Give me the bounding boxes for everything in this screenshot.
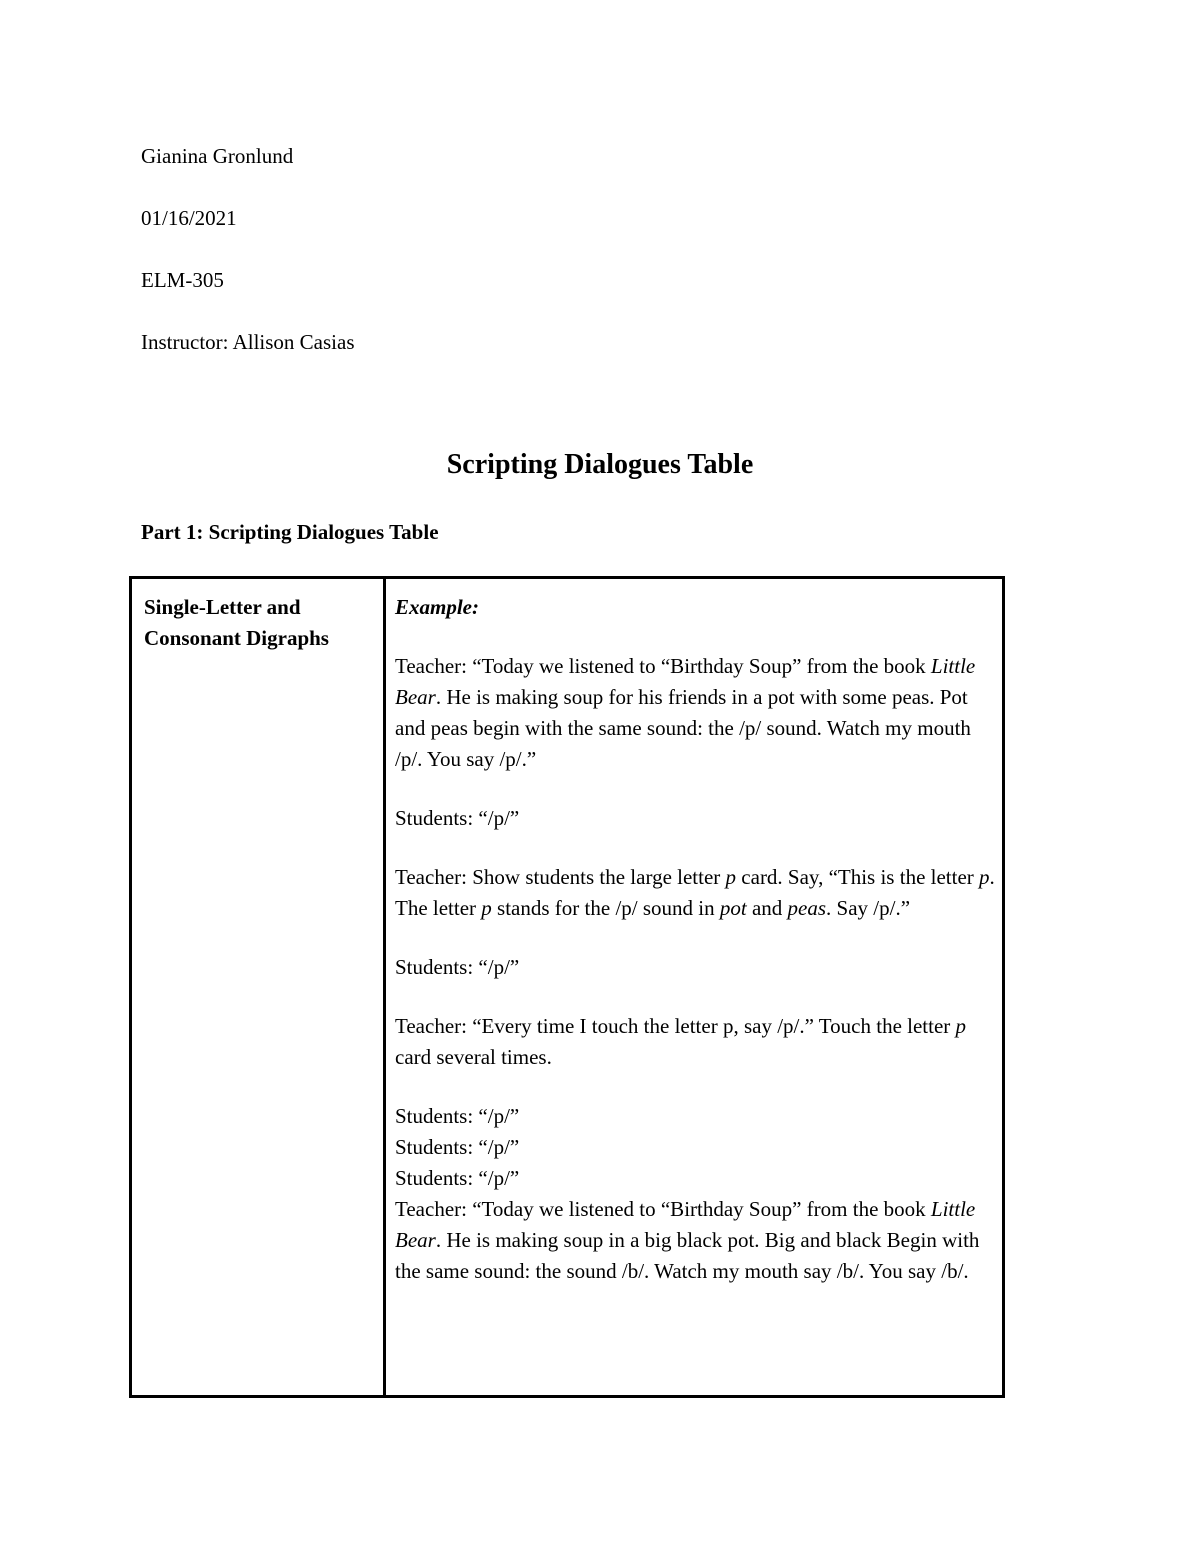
row-heading-line-2: Consonant Digraphs — [144, 626, 329, 650]
dialogue-text: . He is making soup in a big black pot. Big and black Begin with the same sound: the sound /b/. Watch my mouth say /b/. You say /b/. — [395, 1228, 980, 1283]
dialogue-text: and — [746, 896, 788, 920]
example-label: Example: — [395, 595, 479, 619]
row-heading-cell — [144, 592, 369, 654]
dialogue-text: Teacher: “Today we listened to “Birthday Soup” from the book — [395, 1197, 931, 1221]
dialogue-cell — [395, 592, 1001, 1287]
letter-italic: p — [725, 865, 737, 889]
dialogue-text: Teacher: “Today we listened to “Birthday Soup” from the book — [395, 654, 931, 678]
dialogue-text: . He is making soup for his friends in a pot with some peas. Pot and peas begin with the same sound: the /p/ sound. Watch my mouth /p/. You say /p/.” — [395, 685, 971, 771]
student-response-1: Students: “/p/” — [395, 806, 520, 830]
student-response-4: Students: “/p/” — [395, 1135, 520, 1159]
dialogue-text: Teacher: Show students the large letter — [395, 865, 726, 889]
document-title: Scripting Dialogues Table — [446, 449, 754, 480]
book-title: Little Bear — [395, 654, 976, 709]
dialogue-text: card. Say, “This is the letter — [736, 865, 980, 889]
instructor-line: Instructor: Allison Casias — [141, 330, 355, 354]
teacher-dialogue-4 — [395, 1194, 1001, 1287]
row-heading-line-1: Single-Letter and — [144, 595, 301, 619]
student-response-2: Students: “/p/” — [395, 955, 520, 979]
letter-italic: p — [955, 1014, 967, 1038]
dialogue-text: . Say /p/.” — [826, 896, 911, 920]
scripting-dialogues-table — [129, 576, 1005, 1398]
dialogue-text: stands for the /p/ sound in — [491, 896, 720, 920]
assignment-date: 01/16/2021 — [141, 206, 237, 230]
student-response-5: Students: “/p/” — [395, 1166, 520, 1190]
dialogue-text: card several times. — [395, 1045, 552, 1069]
word-italic: pot — [719, 896, 747, 920]
part-heading: Part 1: Scripting Dialogues Table — [141, 520, 439, 544]
student-response-3: Students: “/p/” — [395, 1104, 520, 1128]
word-italic: peas — [787, 896, 827, 920]
student-name: Gianina Gronlund — [141, 144, 294, 168]
dialogue-text: . The letter — [395, 865, 995, 920]
teacher-dialogue-3 — [395, 1011, 1001, 1073]
course-code: ELM-305 — [141, 268, 224, 292]
letter-italic: p — [979, 865, 990, 889]
book-title: Little Bear — [395, 1197, 976, 1252]
column-divider — [383, 579, 386, 1395]
teacher-dialogue-1 — [395, 651, 1001, 775]
teacher-dialogue-2 — [395, 862, 1001, 924]
letter-italic: p — [481, 896, 492, 920]
dialogue-text: Teacher: “Every time I touch the letter p, say /p/.” Touch the letter — [395, 1014, 956, 1038]
